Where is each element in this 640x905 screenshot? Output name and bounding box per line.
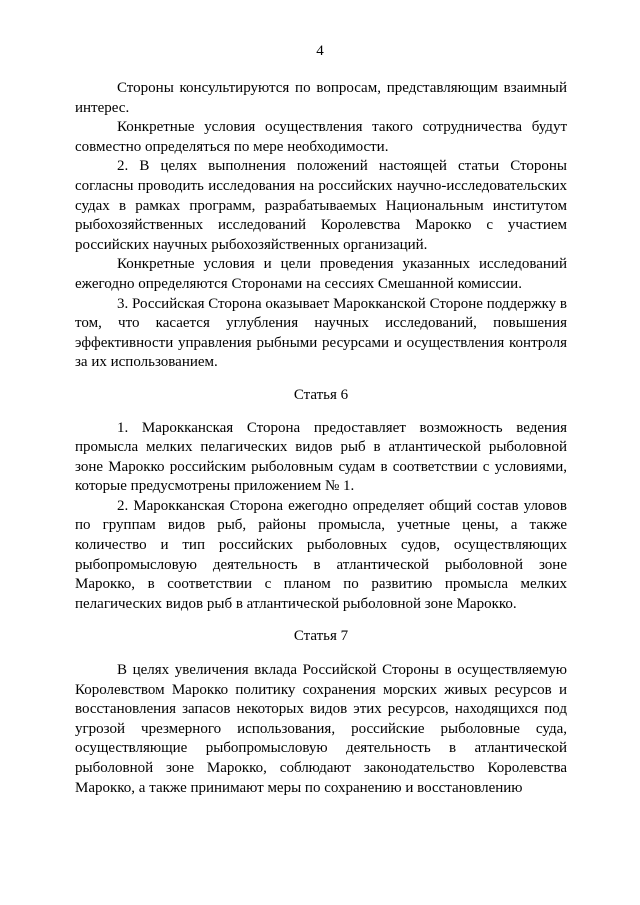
article-6-paragraph-1: 1. Марокканская Сторона предоставляет возможность ведения промысла мелких пелагических видов рыб в атлантической рыболовной зоне Марокко российским рыболовным судам в соответствии с условиями, которые предусмотрены приложением № 1. — [75, 419, 567, 495]
article-6-heading: Статья 6 — [293, 386, 349, 403]
paragraph-russian-support: 3. Российская Сторона оказывает Марокканской Стороне поддержку в том, что касается углубления научных исследований, повышения эффективности управления рыбными ресурсами и осуществления контроля за их использованием. — [75, 295, 567, 371]
paragraph-research-conditions: Конкретные условия и цели проведения указанных исследований ежегодно определяются Сторонами на сессиях Смешанной комиссии. — [75, 256, 567, 292]
page-number: 4 — [316, 43, 324, 59]
paragraph-cooperation-conditions: Конкретные условия осуществления такого сотрудничества будут совместно определяться по мере необходимости. — [75, 119, 567, 155]
paragraph-consultations: Стороны консультируются по вопросам, представляющим взаимный интерес. — [75, 80, 567, 116]
article-7-heading: Статья 7 — [293, 628, 349, 645]
document-body — [75, 79, 567, 798]
article-6-paragraph-2: 2. Марокканская Сторона ежегодно определяет общий состав уловов по группам видов рыб, районы промысла, учетные цены, а также количество и тип российских рыболовных судов, осуществляющих рыбопромысловую деятельность в атлантической рыболовной зоне Марокко, в соответствии с планом по развитию промысла мелких пелагических видов рыб в атлантической рыболовной зоне Марокко. — [75, 497, 567, 612]
article-7-paragraph-1: В целях увеличения вклада Российской Стороны в осуществляемую Королевством Марокко политику сохранения морских живых ресурсов и восстановления запасов некоторых видов этих ресурсов, находящихся под угрозой чрезмерного использования, российские рыболовные суда, осуществляющие рыбопромысловую деятельность в атлантической рыболовной зоне Марокко, соблюдают законодательство Королевства Марокко, а также принимают меры по сохранению и восстановлению — [75, 662, 567, 796]
paragraph-research-vessels: 2. В целях выполнения положений настоящей статьи Стороны согласны проводить исследования на российских научно-исследовательских судах в рамках программ, разрабатываемых Национальным институтом рыбохозяйственных исследований Королевства Марокко с участием российских научных рыбохозяйственных организаций. — [75, 158, 567, 253]
